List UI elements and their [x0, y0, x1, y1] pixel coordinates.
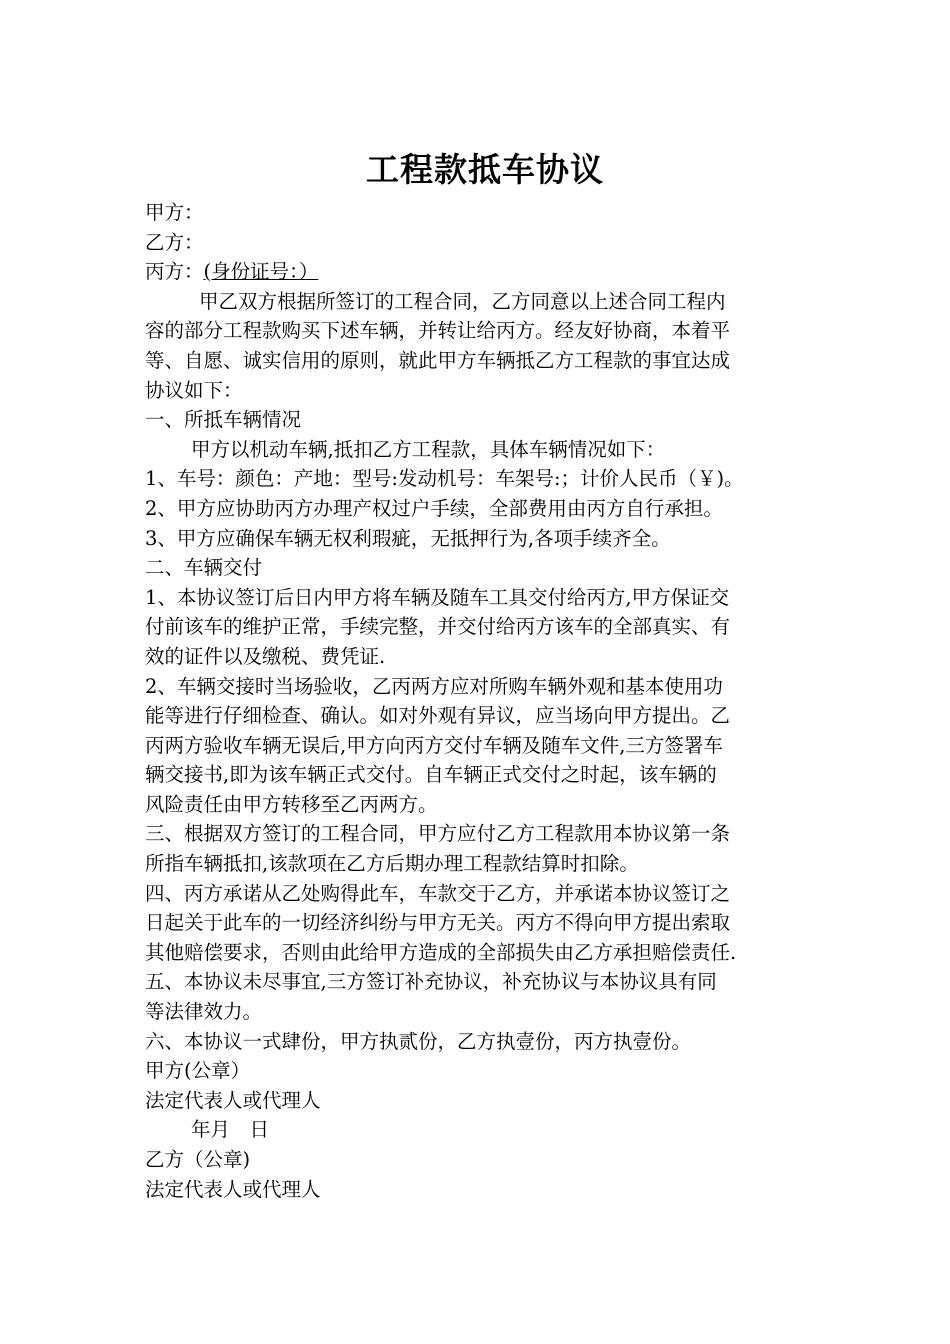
- intro-line: 协议如下：: [145, 378, 243, 402]
- intro-line: 等、自愿、诚实信用的原则，就此甲方车辆抵乙方工程款的事宜达成: [145, 348, 731, 372]
- sign-date: 年月 日: [191, 1118, 270, 1142]
- party-b-representative: 法定代表人或代理人: [145, 1177, 321, 1201]
- section4-line: 四、丙方承诺从乙处购得此车，车款交于乙方，并承诺本协议签订之: [145, 881, 731, 905]
- document-body: [145, 198, 825, 1204]
- section4-line: 其他赔偿要求，否则由此给甲方造成的全部损失由乙方承担赔偿责任.: [145, 940, 737, 964]
- document-title: 工程款抵车协议: [366, 150, 604, 189]
- party-a-seal: 甲方(公章）: [145, 1059, 251, 1083]
- section3-line: 三、根据双方签订的工程合同，甲方应付乙方工程款用本协议第一条: [145, 822, 731, 846]
- section1-item: 2、甲方应协助丙方办理产权过户手续，全部费用由丙方自行承担。: [145, 496, 723, 520]
- section6-line: 六、本协议一式肆份，甲方执贰份，乙方执壹份，丙方执壹份。: [145, 1029, 692, 1053]
- section1-item: 3、甲方应确保车辆无权利瑕疵，无抵押行为,各项手续齐全。: [145, 526, 671, 550]
- section2-item2-line: 辆交接书,即为该车辆正式交付。自车辆正式交付之时起，该车辆的: [145, 763, 717, 787]
- section2-heading: 二、车辆交付: [145, 556, 263, 580]
- section2-item1-line: 付前该车的维护正常，手续完整，并交付给丙方该车的全部真实、有: [145, 615, 731, 639]
- section2-item1-line: 效的证件以及缴税、费凭证.: [145, 644, 386, 668]
- section3-line: 所指车辆抵扣,该款项在乙方后期办理工程款结算时扣除。: [145, 852, 639, 876]
- party-b-line: 乙方：: [145, 230, 204, 254]
- section5-line: 等法律效力。: [145, 1000, 263, 1024]
- section2-item1-line: 1、本协议签订后日内甲方将车辆及随车工具交付给丙方,甲方保证交: [145, 585, 730, 609]
- section2-item2-line: 风险责任由甲方转移至乙丙两方。: [145, 792, 438, 816]
- section1-item: 1、车号：颜色：产地：型号:发动机号：车架号:；计价人民币（￥)。: [145, 467, 744, 491]
- intro-line: 甲乙双方根据所签订的工程合同，乙方同意以上述合同工程内: [199, 289, 726, 313]
- party-a-representative: 法定代表人或代理人: [145, 1088, 321, 1112]
- party-a-line: 甲方：: [145, 201, 204, 224]
- party-c-id: (身份证号：）: [203, 260, 319, 284]
- section2-item2-line: 能等进行仔细检查、确认。如对外观有异议，应当场向甲方提出。乙: [145, 704, 731, 728]
- section1-heading: 一、所抵车辆情况: [145, 408, 302, 432]
- party-b-seal: 乙方（公章): [145, 1148, 251, 1171]
- intro-line: 容的部分工程款购买下述车辆，并转让给丙方。经友好协商，本着平: [145, 319, 731, 343]
- section5-line: 五、本协议未尽事宜,三方签订补充协议，补充协议与本协议具有同: [145, 970, 717, 994]
- section4-line: 日起关于此车的一切经济纠纷与甲方无关。丙方不得向甲方提出索取: [145, 911, 731, 935]
- section1-lead: 甲方以机动车辆,抵扣乙方工程款，具体车辆情况如下：: [191, 437, 666, 461]
- party-c-label: 丙方：: [145, 260, 204, 284]
- section2-item2-line: 2、车辆交接时当场验收，乙丙两方应对所购车辆外观和基本使用功: [145, 674, 723, 698]
- section2-item2-line: 丙两方验收车辆无误后,甲方向丙方交付车辆及随车文件,三方签署车: [145, 733, 723, 757]
- party-c-line: [145, 257, 825, 287]
